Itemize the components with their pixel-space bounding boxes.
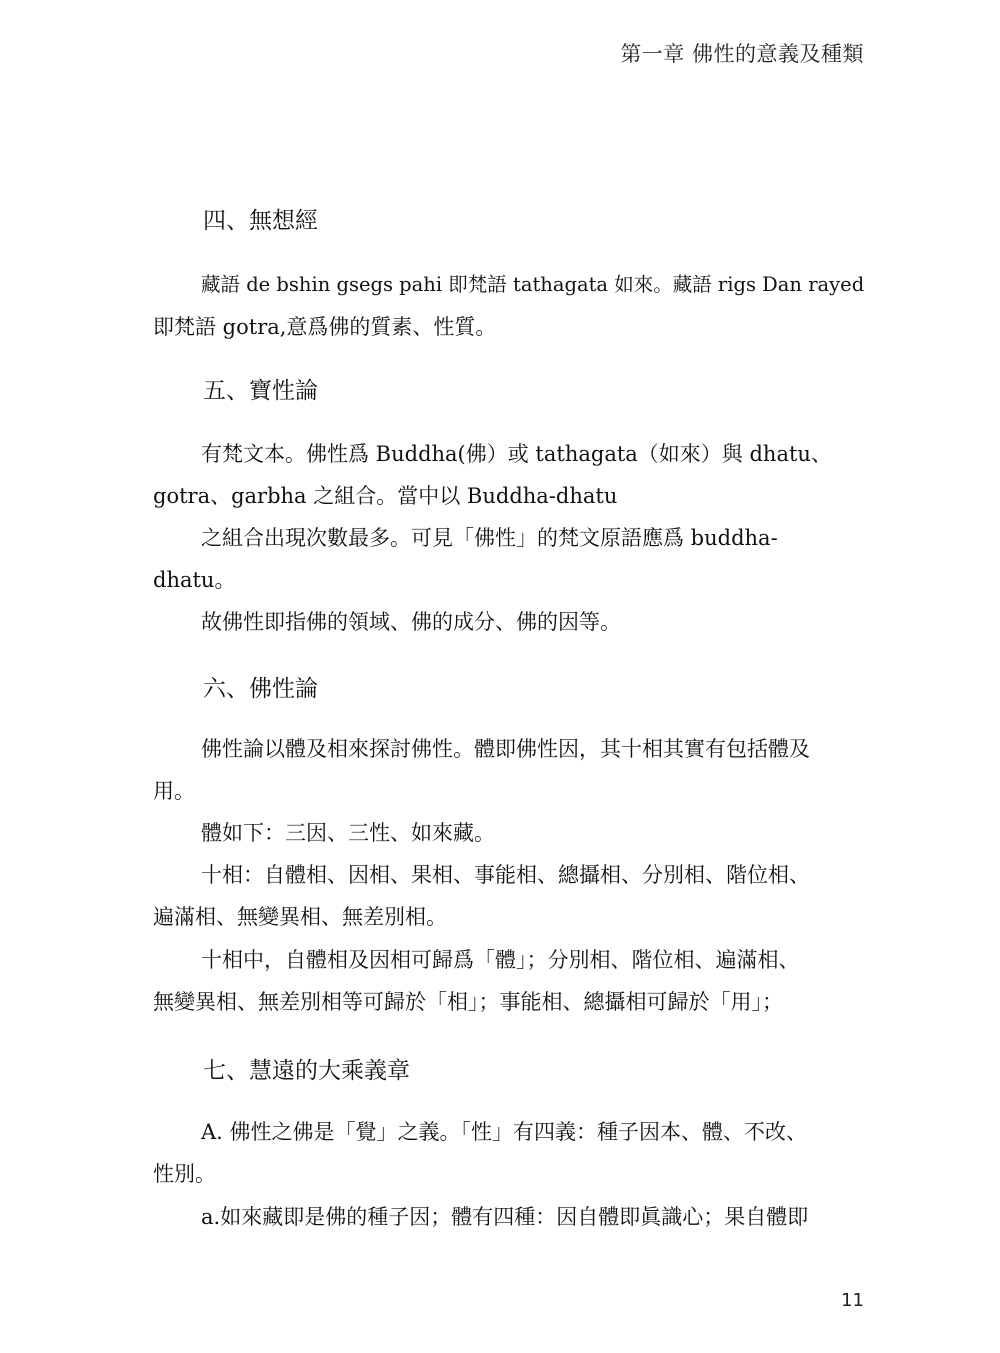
text-line: 性別。 [153, 1162, 216, 1186]
paragraph [153, 812, 868, 854]
text-line: gotra、garbha 之組合。當中以 Buddha-dhatu [153, 484, 618, 508]
paragraph [153, 1111, 868, 1195]
paragraph [153, 854, 868, 938]
paragraph [153, 728, 868, 812]
section-heading-5: 五、寶性論 [203, 378, 318, 404]
text-line: 之組合出現次數最多。可見「佛性」的梵文原語應爲 buddha- [201, 526, 778, 550]
paragraph [153, 433, 868, 517]
text-line: 故佛性即指佛的領域、佛的成分、佛的因等。 [201, 610, 621, 634]
paragraph [153, 264, 868, 348]
paragraph [153, 601, 868, 643]
text-line: 十相：自體相、因相、果相、事能相、總攝相、分別相、階位相、 [201, 863, 810, 887]
section-heading-7: 七、慧遠的大乘義章 [203, 1058, 410, 1084]
section-heading-6: 六、佛性論 [203, 676, 318, 702]
text-line: 藏語 de bshin gsegs pahi 即梵語 tathagata 如來。藏語 rigs Dan rayed [201, 273, 865, 296]
text-line: 佛性論以體及相來探討佛性。體即佛性因，其十相其實有包括體及 [201, 737, 810, 761]
page-number: 11 [841, 1290, 864, 1311]
section-heading-4: 四、無想經 [203, 208, 318, 234]
text-line: 有梵文本。佛性爲 Buddha(佛）或 tathagata（如來）與 dhatu、 [201, 442, 832, 466]
text-line: A. 佛性之佛是「覺」之義。「性」有四義：種子因本、體、不改、 [201, 1120, 808, 1144]
running-header: 第一章 佛性的意義及種類 [620, 42, 864, 66]
text-line: 遍滿相、無變異相、無差別相。 [153, 905, 447, 929]
text-line: 體如下：三因、三性、如來藏。 [201, 821, 495, 845]
text-line: 無變異相、無差別相等可歸於「相」；事能相、總攝相可歸於「用」； [153, 990, 783, 1014]
paragraph [153, 939, 868, 1023]
paragraph [153, 517, 868, 601]
text-line: a.如來藏即是佛的種子因；體有四種：因自體即眞識心；果自體即 [201, 1205, 809, 1229]
text-line: 用。 [153, 779, 195, 803]
text-line: dhatu。 [153, 568, 236, 592]
text-line: 十相中，自體相及因相可歸爲「體」；分別相、階位相、遍滿相、 [201, 948, 800, 972]
text-line: 即梵語 gotra,意爲佛的質素、性質。 [153, 315, 497, 339]
paragraph [153, 1196, 868, 1238]
